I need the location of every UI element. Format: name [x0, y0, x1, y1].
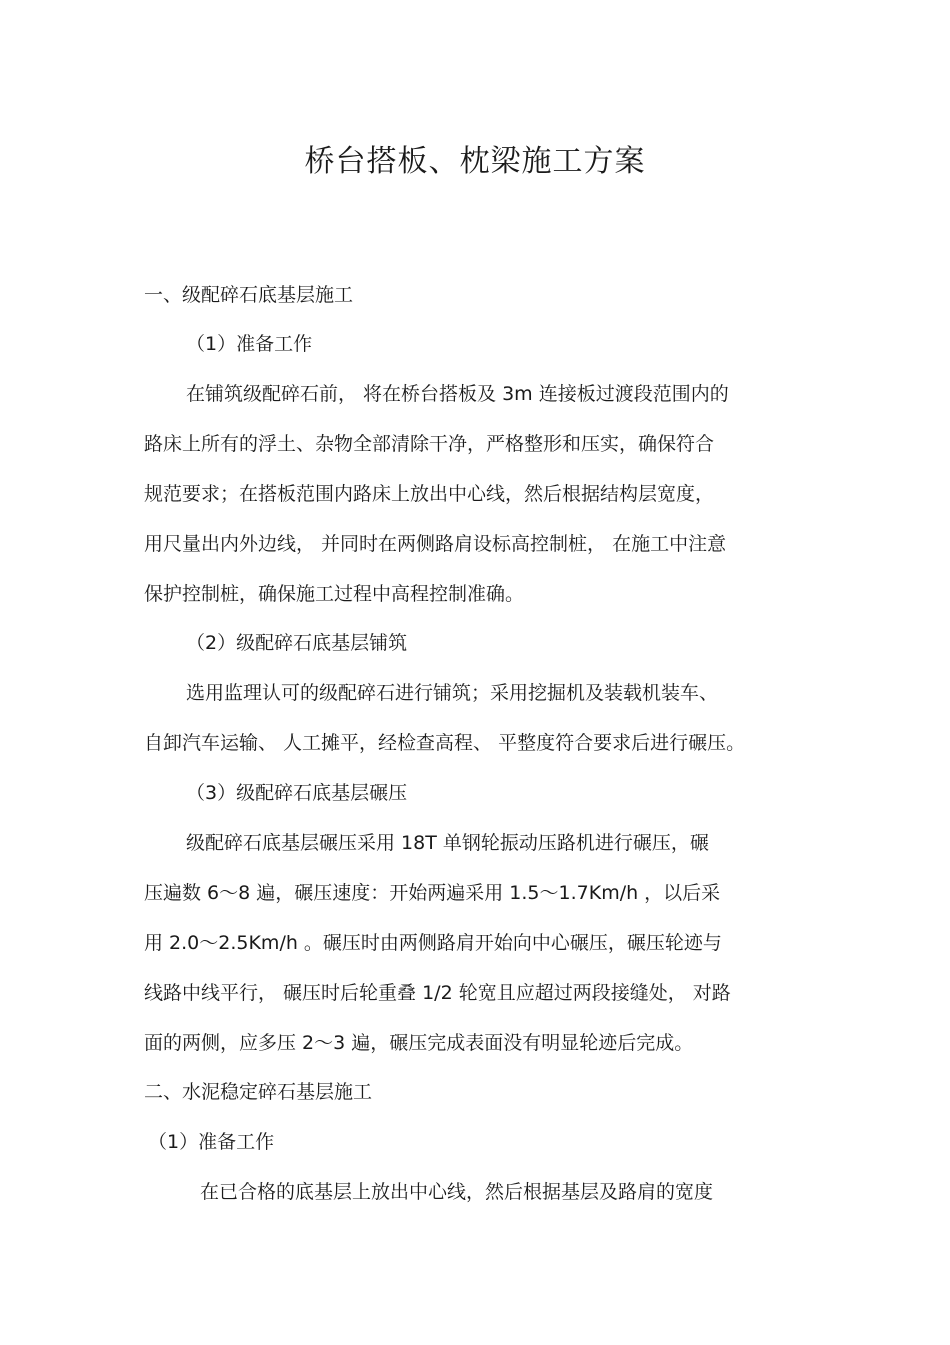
- paragraph-line: 规范要求；在搭板范围内路床上放出中心线，然后根据结构层宽度，: [144, 483, 715, 505]
- subheading-paving: （2）级配碎石底基层铺筑: [186, 632, 408, 654]
- paragraph-line: 路床上所有的浮土、杂物全部清除干净，严格整形和压实，确保符合: [144, 433, 715, 455]
- paragraph-line: 面的两侧，应多压 2～3 遍，碾压完成表面没有明显轮迹后完成。: [144, 1032, 694, 1054]
- paragraph-line: 在铺筑级配碎石前， 将在桥台搭板及 3m 连接板过渡段范围内的: [186, 383, 729, 405]
- paragraph-line: 保护控制桩，确保施工过程中高程控制准确。: [144, 583, 525, 605]
- subheading-prep-work: （1）准备工作: [186, 333, 313, 355]
- paragraph-line: 级配碎石底基层碾压采用 18T 单钢轮振动压路机进行碾压，碾: [186, 832, 709, 854]
- paragraph-line: 在已合格的底基层上放出中心线，然后根据基层及路肩的宽度: [200, 1181, 714, 1203]
- paragraph-line: 选用监理认可的级配碎石进行铺筑；采用挖掘机及装载机装车、: [186, 682, 719, 704]
- document-title: 桥台搭板、枕梁施工方案: [304, 144, 646, 179]
- subheading-prep-work-2: （1）准备工作: [148, 1131, 275, 1153]
- paragraph-line: 用尺量出内外边线， 并同时在两侧路肩设标高控制桩， 在施工中注意: [144, 533, 727, 555]
- paragraph-line: 压遍数 6～8 遍，碾压速度：开始两遍采用 1.5～1.7Km/h ，以后采: [144, 882, 721, 904]
- subheading-rolling: （3）级配碎石底基层碾压: [186, 782, 408, 804]
- paragraph-line: 线路中线平行， 碾压时后轮重叠 1/2 轮宽且应超过两段接缝处， 对路: [144, 982, 731, 1004]
- paragraph-line: 用 2.0～2.5Km/h 。碾压时由两侧路肩开始向中心碾压，碾压轮迹与: [144, 932, 722, 954]
- section-heading-1: 一、级配碎石底基层施工: [144, 284, 354, 306]
- paragraph-line: 自卸汽车运输、 人工摊平，经检查高程、 平整度符合要求后进行碾压。: [144, 732, 746, 754]
- section-heading-2: 二、水泥稳定碎石基层施工: [144, 1081, 373, 1103]
